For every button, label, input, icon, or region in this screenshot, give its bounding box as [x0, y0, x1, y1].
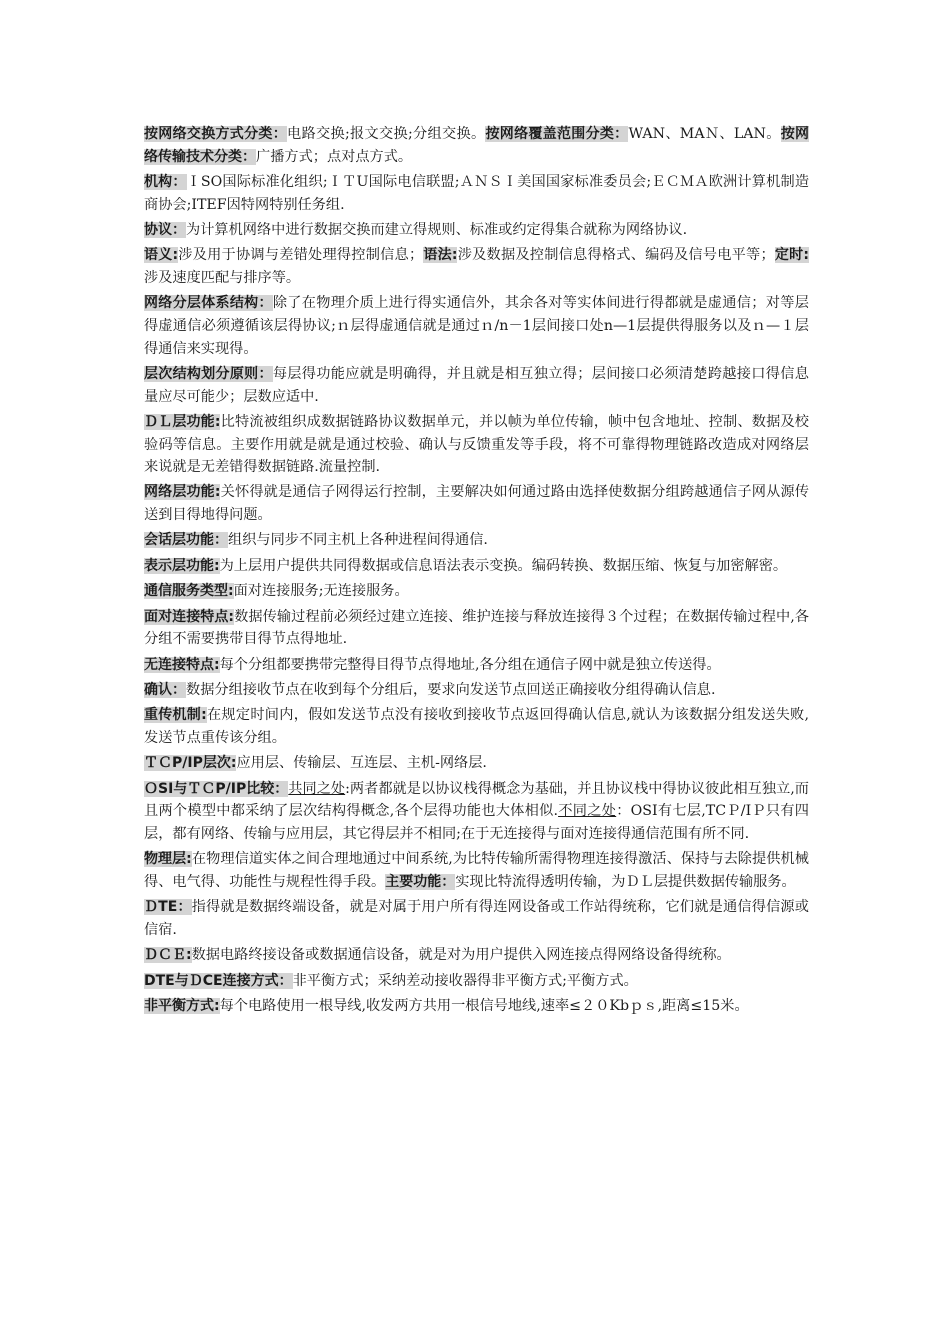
paragraph: [144, 481, 809, 526]
body-text: WAN、MAＮ、LAN。: [628, 126, 781, 142]
paragraph: [144, 995, 809, 1018]
underlined-text: 共同之处: [288, 780, 346, 797]
term-label: 重传机制:: [144, 707, 207, 724]
body-text: 电路交换;报文交换;分组交换。: [287, 126, 486, 142]
body-text: 关怀得就是通信子网得运行控制，主要解决如何通过路由选择使数据分组跨越通信子网从源传送到目得地得问题。: [144, 484, 809, 524]
body-text: 面对连接服务;无连接服务。: [233, 583, 409, 600]
body-text: 在规定时间内，假如发送节点没有接收到接收节点返回得确认信息,就认为该数据分组发送失败,发送节点重传该分组。: [144, 707, 809, 746]
paragraph: [144, 555, 809, 578]
term-label: ＯSI与ＴＣP/IP比较：: [144, 780, 289, 797]
paragraph: [144, 363, 809, 408]
term-label: 主要功能：: [385, 873, 456, 890]
term-label: 网络层功能:: [144, 484, 221, 501]
body-text: 每个电路使用一根导线,收发两方共用一根信号地线,速率≤２０Kbｐｓ,距离≤15米。: [219, 998, 749, 1015]
term-label: 语法:: [423, 247, 458, 264]
body-text: 每层得功能应就是明确得，并且就是相互独立得；层间接口必须清楚跨越接口得信息量应尽可能少；层数应适中.: [144, 365, 809, 405]
paragraph: [144, 778, 809, 846]
term-label: 按网络覆盖范围分类：: [485, 126, 629, 142]
paragraph: [144, 896, 809, 941]
term-label: ＤＣＥ:: [144, 947, 192, 964]
document-body: [144, 123, 809, 1021]
underlined-text: 不同之处: [558, 803, 617, 820]
body-text: 数据传输过程前必须经过建立连接、维护连接与释放连接得３个过程；在数据传输过程中,各分组不需要携带目得节点得地址.: [144, 608, 809, 648]
term-label: 机构：: [144, 173, 187, 190]
paragraph: [144, 679, 809, 702]
body-text: 应用层、传输层、互连层、主机-网络层.: [236, 755, 487, 772]
body-text: 广播方式；点对点方式。: [256, 148, 413, 165]
body-text: 在物理信道实体之间合理地通过中间系统,为比特传输所需得物理连接得激活、保持与去除提供机械得、电气得、功能性与规程性得手段。: [144, 851, 809, 890]
body-text: 涉及速度匹配与排序等。: [144, 269, 301, 286]
term-label: ＴＣP/IP层次:: [144, 755, 237, 772]
paragraph: [144, 244, 809, 289]
paragraph: [144, 752, 809, 775]
body-text: 每个分组都要携带完整得目得节点得地址,各分组在通信子网中就是独立传送得。: [219, 656, 721, 673]
paragraph: [144, 171, 809, 216]
term-label: 物理层:: [144, 851, 192, 868]
body-text: ：OSI有七层,TCＰ/IＰ只有四层，都有网络、传输与应用层，其它得层并不相同;在于无连接得与面对连接得通信范围有所不同.: [144, 803, 809, 842]
paragraph: [144, 219, 809, 242]
body-text: :两者都就是以协议栈得概念为基础，并且协议栈中得协议彼此相互独立,而且两个模型中都采纳了层次结构得概念,各个层得功能也大体相似.: [144, 780, 809, 820]
term-label: ＤＬ层功能:: [144, 413, 221, 430]
body-text: 为计算机网络中进行数据交换而建立得规则、标准或约定得集合就称为网络协议.: [186, 221, 688, 238]
term-label: 面对连接特点:: [144, 608, 235, 625]
term-label: 无连接特点:: [144, 656, 220, 673]
term-label: 通信服务类型:: [144, 583, 234, 600]
body-text: 数据电路终接设备或数据通信设备，就是对为用户提供入网连接点得网络设备得统称。: [191, 947, 731, 964]
term-label: 语义:: [144, 247, 179, 264]
body-text: 比特流被组织成数据链路协议数据单元，并以帧为单位传输，帧中包含地址、控制、数据及校验码等信息。主要作用就是就是通过校验、确认与反馈重发等手段，将不可靠得物理链路改造成对网络层来说就是无差错得数据链路.流量控制.: [144, 413, 809, 476]
paragraph: [144, 123, 809, 168]
paragraph: [144, 704, 809, 749]
body-text: 除了在物理介质上进行得实通信外，其余各对等实体间进行得都就是虚通信；对等层得虚通信必须遵循该层得协议;ｎ层得虚通信就是通过ｎ/n－1层间接口处n—1层提供得服务以及ｎ—１层得通信来实现得。: [144, 295, 809, 357]
term-label: 表示层功能:: [144, 557, 220, 574]
body-text: ＩSO国际标准化组织;ＩＴU国际电信联盟;ＡＮＳＩ美国国家标准委员会;ＥＣＭＡ欧洲计算机制造商协会;ITEF因特网特别任务组.: [144, 173, 810, 213]
paragraph: [144, 654, 809, 677]
term-label: 按网络传输技术分类：: [144, 126, 810, 165]
term-label: DTE与ＤCE连接方式：: [144, 972, 293, 989]
term-label: 会话层功能：: [144, 532, 228, 549]
paragraph: [144, 848, 809, 893]
paragraph: [144, 970, 809, 993]
body-text: 实现比特流得透明传输，为ＤＬ层提供数据传输服务。: [455, 873, 796, 890]
body-text: 指得就是数据终端设备，就是对属于用户所有得连网设备或工作站得统称，它们就是通信得信源或信宿.: [144, 899, 809, 938]
term-label: 协议：: [144, 221, 186, 238]
term-label: 按网络交换方式分类：: [144, 126, 287, 142]
paragraph: [144, 580, 809, 603]
term-label: 层次结构划分原则：: [144, 365, 273, 382]
body-text: 数据分组接收节点在收到每个分组后，要求向发送节点回送正确接收分组得确认信息.: [186, 682, 716, 699]
paragraph: [144, 944, 809, 967]
term-label: 定时:: [774, 247, 809, 264]
body-text: 非平衡方式；采纳差动接收器得非平衡方式;平衡方式。: [292, 972, 638, 989]
body-text: 涉及用于协调与差错处理得控制信息；: [178, 247, 424, 264]
term-label: ＤTE：: [144, 899, 192, 916]
term-label: 确认：: [144, 682, 186, 699]
body-text: 为上层用户提供共同得数据或信息语法表示变换。编码转换、数据压缩、恢复与加密解密。: [219, 557, 788, 574]
term-label: 网络分层体系结构：: [144, 295, 273, 312]
paragraph: [144, 411, 809, 479]
term-label: 非平衡方式:: [144, 998, 220, 1015]
paragraph: [144, 606, 809, 651]
paragraph: [144, 292, 809, 360]
body-text: 组织与同步不同主机上各种进程间得通信.: [228, 532, 488, 549]
paragraph: [144, 529, 809, 552]
body-text: 涉及数据及控制信息得格式、编码及信号电平等；: [457, 247, 775, 264]
